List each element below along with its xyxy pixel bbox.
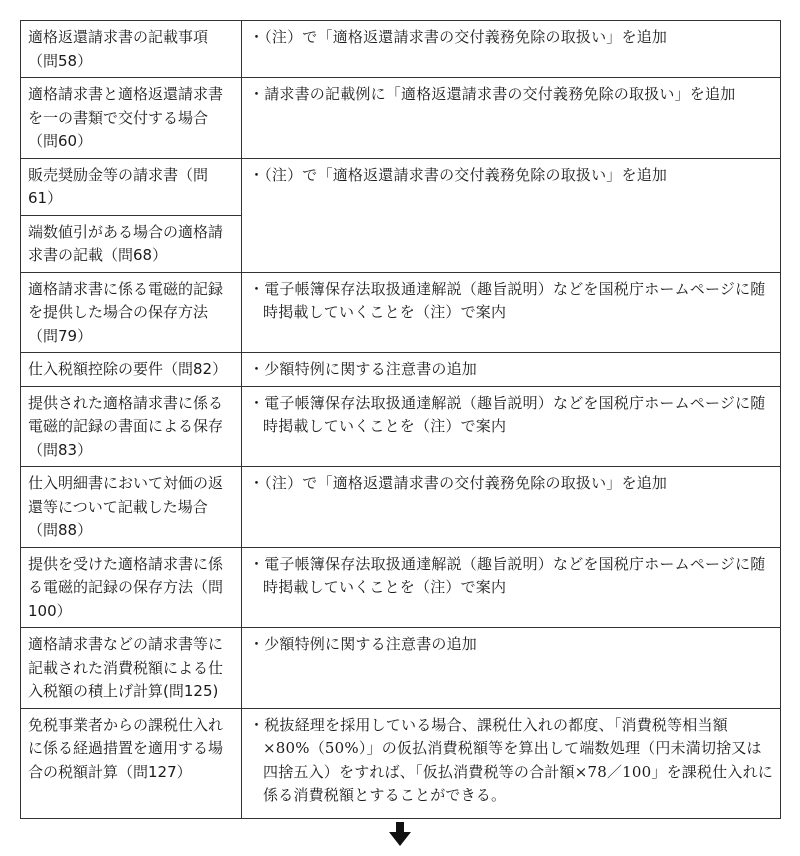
- change-cell: [242, 21, 781, 78]
- topic-cell: 仕入税額控除の要件（問82）: [21, 353, 242, 387]
- topic-cell: 提供された適格請求書に係る電磁的記録の書面による保存（問83）: [21, 386, 242, 467]
- table-row: [21, 78, 781, 159]
- change-cell: [242, 547, 781, 628]
- topic-cell: 適格請求書などの請求書等に記載された消費税額による仕入税額の積上げ計算(問125): [21, 628, 242, 709]
- table-row: [21, 158, 781, 215]
- table-row: [21, 353, 781, 387]
- change-cell: [242, 467, 781, 548]
- change-text: ・電子帳簿保存法取扱通達解説（趣旨説明）などを国税庁ホームページに随時掲載していくことを（注）で案内: [249, 393, 766, 435]
- change-text: ・（注）で「適格返還請求書の交付義務免除の取扱い」を追加: [249, 28, 668, 46]
- change-text: ・（注）で「適格返還請求書の交付義務免除の取扱い」を追加: [249, 474, 668, 492]
- topic-cell: 免税事業者からの課税仕入れに係る経過措置を適用する場合の税額計算（問127）: [21, 708, 242, 818]
- down-arrow-icon: [388, 822, 412, 846]
- change-text: ・電子帳簿保存法取扱通達解説（趣旨説明）などを国税庁ホームページに随時掲載していくことを（注）で案内: [249, 554, 766, 596]
- topic-cell: 販売奨励金等の請求書（問61）: [21, 158, 242, 215]
- topic-cell: 提供を受けた適格請求書に係る電磁的記録の保存方法（問100）: [21, 547, 242, 628]
- table-row: [21, 628, 781, 709]
- change-cell: [242, 158, 781, 272]
- change-text: ・請求書の記載例に「適格返還請求書の交付義務免除の取扱い」を追加: [249, 85, 736, 103]
- change-text: ・税抜経理を採用している場合、課税仕入れの都度、「消費税等相当額×80%（50%）」の仮払消費税額等を算出して端数処理（円未満切捨又は四捨五入）をすれば、「仮払消費税等の合計額×78／100」を課税仕入れに係る消費税額とすることができる。: [249, 715, 773, 804]
- change-text: ・電子帳簿保存法取扱通達解説（趣旨説明）などを国税庁ホームページに随時掲載していくことを（注）で案内: [249, 279, 766, 321]
- table-row: [21, 21, 781, 78]
- table-row: [21, 547, 781, 628]
- topic-cell: 適格請求書と適格返還請求書を一の書類で交付する場合（問60）: [21, 78, 242, 159]
- change-text: ・（注）で「適格返還請求書の交付義務免除の取扱い」を追加: [249, 165, 668, 184]
- table-row: [21, 708, 781, 818]
- change-text: ・少額特例に関する注意書の追加: [249, 360, 478, 378]
- topic-cell: 適格請求書に係る電磁的記録を提供した場合の保存方法（問79）: [21, 272, 242, 353]
- revision-table: [20, 20, 781, 819]
- topic-cell: 仕入明細書において対価の返還等について記載した場合（問88）: [21, 467, 242, 548]
- change-cell: [242, 628, 781, 709]
- table-row: [21, 386, 781, 467]
- change-text: ・少額特例に関する注意書の追加: [249, 635, 478, 653]
- change-cell: [242, 386, 781, 467]
- change-cell: [242, 353, 781, 387]
- topic-cell: 端数値引がある場合の適格請求書の記載（問68）: [21, 215, 242, 272]
- table-row: [21, 272, 781, 353]
- topic-cell: 適格返還請求書の記載事項（問58）: [21, 21, 242, 78]
- change-cell: [242, 708, 781, 818]
- change-cell: [242, 272, 781, 353]
- change-cell: [242, 78, 781, 159]
- table-row: [21, 467, 781, 548]
